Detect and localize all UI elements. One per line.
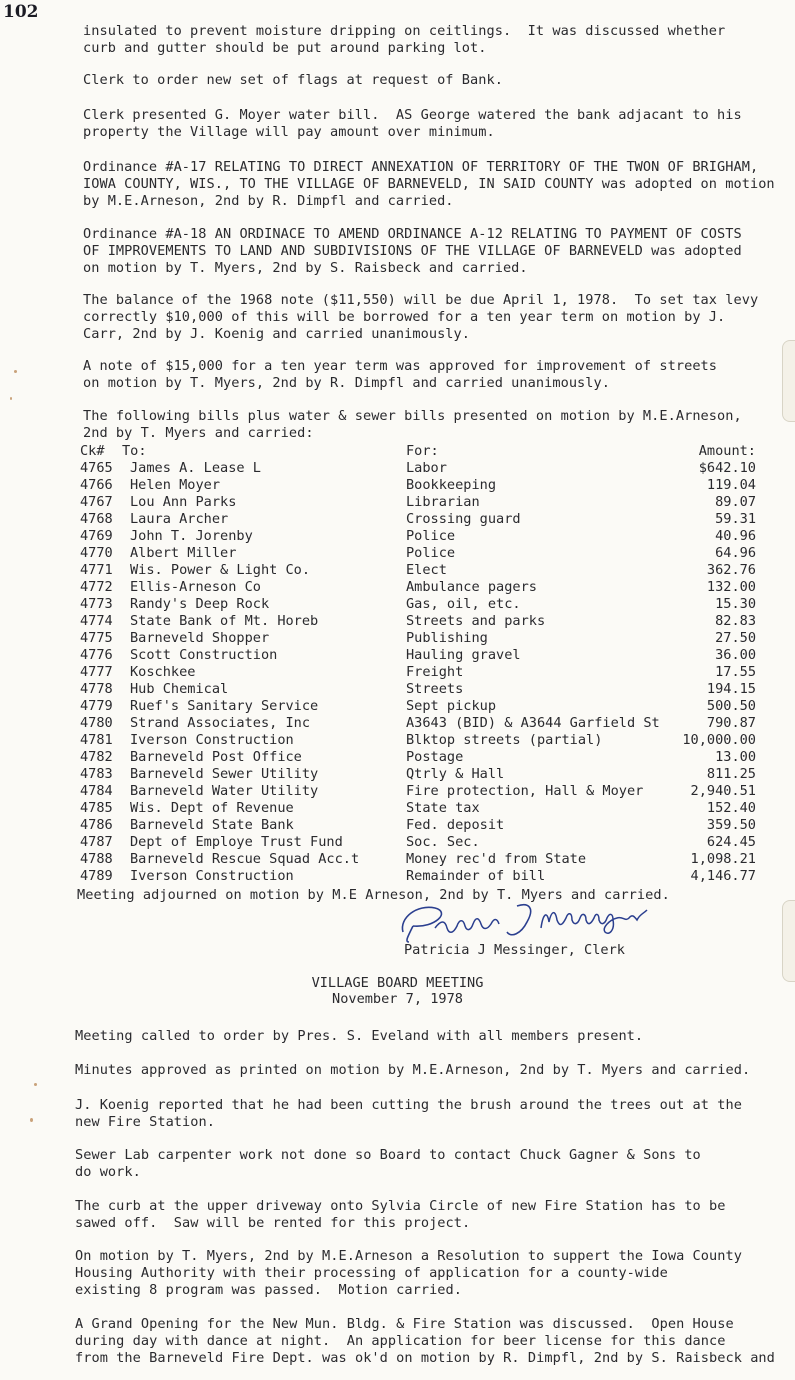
amount: 27.50 bbox=[715, 630, 756, 646]
paragraph: A note of $15,000 for a ten year term was approved for improvement of streets on motion by T. Myers, 2nd by R. Dimpfl and carried unanimously. bbox=[83, 358, 718, 391]
amount: 10,000.00 bbox=[682, 732, 756, 748]
amount: 17.55 bbox=[715, 664, 756, 680]
binder-tab bbox=[782, 340, 795, 422]
header-ck: Ck# bbox=[80, 443, 105, 459]
meeting-title: VILLAGE BOARD MEETING bbox=[311, 975, 484, 991]
table-row bbox=[80, 545, 780, 562]
amount: 152.40 bbox=[706, 800, 756, 816]
ck-number: 4788 bbox=[80, 851, 113, 867]
purpose: Money rec'd from State bbox=[406, 851, 587, 867]
adjourn-line: Meeting adjourned on motion by M.E Arneson, 2nd by T. Myers and carried. bbox=[77, 887, 670, 903]
table-row bbox=[80, 766, 780, 783]
paragraph: J. Koenig reported that he had been cutting the brush around the trees out at the new Fire Station. bbox=[75, 1097, 742, 1130]
ck-number: 4783 bbox=[80, 766, 113, 782]
paragraph: Minutes approved as printed on motion by M.E.Arneson, 2nd by T. Myers and carried. bbox=[75, 1062, 751, 1078]
paragraph: A Grand Opening for the New Mun. Bldg. & Fire Station was discussed. Open House during day with dance at night. An application for beer license for this dance from the Barneveld Fire Dept. was ok'd on motion by R. Dimpfl, 2nd by S. Raisbeck and bbox=[75, 1316, 775, 1366]
meeting-date: November 7, 1978 bbox=[332, 991, 463, 1007]
ck-number: 4776 bbox=[80, 647, 113, 663]
purpose: Hauling gravel bbox=[406, 647, 521, 663]
payee: Barneveld Rescue Squad Acc.t bbox=[130, 851, 360, 867]
paragraph: Ordinance #A-17 RELATING TO DIRECT ANNEXATION OF TERRITORY OF THE TWON OF BRIGHAM, IOWA COUNTY, WIS., TO THE VILLAGE OF BARNEVELD, IN SAID COUNTY was adopted on motion by M.E.Arneson, 2nd by R. Dimpfl and carried. bbox=[83, 159, 775, 209]
purpose: Librarian bbox=[406, 494, 480, 510]
ck-number: 4787 bbox=[80, 834, 113, 850]
amount: 64.96 bbox=[715, 545, 756, 561]
table-row bbox=[80, 698, 780, 715]
amount: 359.50 bbox=[706, 817, 756, 833]
table-row bbox=[80, 664, 780, 681]
payee: Wis. Dept of Revenue bbox=[130, 800, 294, 816]
payee: Barneveld Shopper bbox=[130, 630, 270, 646]
purpose: Crossing guard bbox=[406, 511, 521, 527]
payee: Helen Moyer bbox=[130, 477, 221, 493]
table-row bbox=[80, 528, 780, 545]
table-row bbox=[80, 630, 780, 647]
amount: 624.45 bbox=[706, 834, 756, 850]
payee: Koschkee bbox=[130, 664, 196, 680]
payee: State Bank of Mt. Horeb bbox=[130, 613, 319, 629]
purpose: Police bbox=[406, 528, 456, 544]
purpose: Labor bbox=[406, 460, 447, 476]
purpose: A3643 (BID) & A3644 Garfield St bbox=[406, 715, 660, 731]
purpose: Fire protection, Hall & Moyer bbox=[406, 783, 644, 799]
payee: Barneveld Post Office bbox=[130, 749, 302, 765]
ck-number: 4779 bbox=[80, 698, 113, 714]
ck-number: 4778 bbox=[80, 681, 113, 697]
header-to: To: bbox=[122, 443, 147, 459]
table-row bbox=[80, 817, 780, 834]
table-row bbox=[80, 783, 780, 800]
payee: Randy's Deep Rock bbox=[130, 596, 270, 612]
purpose: State tax bbox=[406, 800, 480, 816]
table-row bbox=[80, 868, 780, 885]
payee: Scott Construction bbox=[130, 647, 278, 663]
amount: $642.10 bbox=[698, 460, 756, 476]
ck-number: 4766 bbox=[80, 477, 113, 493]
table-row bbox=[80, 477, 780, 494]
purpose: Remainder of bill bbox=[406, 868, 546, 884]
purpose: Ambulance pagers bbox=[406, 579, 537, 595]
amount: 59.31 bbox=[715, 511, 756, 527]
table-row bbox=[80, 460, 780, 477]
payee: Laura Archer bbox=[130, 511, 229, 527]
payee: Barneveld State Bank bbox=[130, 817, 294, 833]
ck-number: 4782 bbox=[80, 749, 113, 765]
amount: 40.96 bbox=[715, 528, 756, 544]
signature bbox=[395, 898, 685, 946]
amount: 790.87 bbox=[706, 715, 756, 731]
table-row bbox=[80, 834, 780, 851]
payee: James A. Lease L bbox=[130, 460, 261, 476]
table-row bbox=[80, 579, 780, 596]
ck-number: 4769 bbox=[80, 528, 113, 544]
table-row bbox=[80, 681, 780, 698]
binder-tab bbox=[782, 900, 795, 982]
payee: Barneveld Sewer Utility bbox=[130, 766, 319, 782]
payee: Ruef's Sanitary Service bbox=[130, 698, 319, 714]
payee: Strand Associates, Inc bbox=[130, 715, 311, 731]
header-amount: Amount: bbox=[698, 443, 756, 459]
amount: 500.50 bbox=[706, 698, 756, 714]
amount: 119.04 bbox=[706, 477, 756, 493]
ck-number: 4785 bbox=[80, 800, 113, 816]
payee: John T. Jorenby bbox=[130, 528, 253, 544]
paragraph: On motion by T. Myers, 2nd by M.E.Arneson a Resolution to suppert the Iowa County Housing Authority with their processing of application for a county-wide existing 8 program was passed. Motion carried. bbox=[75, 1248, 742, 1298]
purpose: Bookkeeping bbox=[406, 477, 497, 493]
payee: Iverson Construction bbox=[130, 732, 294, 748]
payee: Lou Ann Parks bbox=[130, 494, 237, 510]
ck-number: 4767 bbox=[80, 494, 113, 510]
paper-speck bbox=[14, 370, 17, 373]
payee: Barneveld Water Utility bbox=[130, 783, 319, 799]
paragraph: The curb at the upper driveway onto Sylvia Circle of new Fire Station has to be sawed off. Saw will be rented for this project. bbox=[75, 1198, 726, 1231]
payee: Wis. Power & Light Co. bbox=[130, 562, 311, 578]
amount: 4,146.77 bbox=[690, 868, 756, 884]
ck-number: 4784 bbox=[80, 783, 113, 799]
amount: 362.76 bbox=[706, 562, 756, 578]
purpose: Freight bbox=[406, 664, 464, 680]
purpose: Postage bbox=[406, 749, 464, 765]
paragraph: Clerk presented G. Moyer water bill. AS George watered the bank adjacant to his property the Village will pay amount over minimum. bbox=[83, 107, 742, 140]
table-row bbox=[80, 613, 780, 630]
table-row bbox=[80, 596, 780, 613]
payee: Hub Chemical bbox=[130, 681, 229, 697]
purpose: Soc. Sec. bbox=[406, 834, 480, 850]
payee: Iverson Construction bbox=[130, 868, 294, 884]
table-row bbox=[80, 732, 780, 749]
purpose: Fed. deposit bbox=[406, 817, 505, 833]
table-row bbox=[80, 715, 780, 732]
paper-speck bbox=[10, 397, 12, 400]
ck-number: 4771 bbox=[80, 562, 113, 578]
amount: 36.00 bbox=[715, 647, 756, 663]
purpose: Sept pickup bbox=[406, 698, 497, 714]
amount: 194.15 bbox=[706, 681, 756, 697]
ck-number: 4781 bbox=[80, 732, 113, 748]
paragraph: Clerk to order new set of flags at request of Bank. bbox=[83, 72, 503, 88]
table-row bbox=[80, 562, 780, 579]
ck-number: 4780 bbox=[80, 715, 113, 731]
ck-number: 4768 bbox=[80, 511, 113, 527]
ck-number: 4772 bbox=[80, 579, 113, 595]
bills-table-header bbox=[80, 443, 780, 460]
paragraph: Sewer Lab carpenter work not done so Board to contact Chuck Gagner & Sons to do work. bbox=[75, 1147, 701, 1180]
paragraph: insulated to prevent moisture dripping on ceitlings. It was discussed whether curb and gutter should be put around parking lot. bbox=[83, 23, 726, 56]
amount: 13.00 bbox=[715, 749, 756, 765]
amount: 1,098.21 bbox=[690, 851, 756, 867]
header-for: For: bbox=[406, 443, 439, 459]
payee: Ellis-Arneson Co bbox=[130, 579, 261, 595]
ck-number: 4775 bbox=[80, 630, 113, 646]
purpose: Streets bbox=[406, 681, 464, 697]
purpose: Elect bbox=[406, 562, 447, 578]
ck-number: 4774 bbox=[80, 613, 113, 629]
amount: 15.30 bbox=[715, 596, 756, 612]
amount: 2,940.51 bbox=[690, 783, 756, 799]
purpose: Streets and parks bbox=[406, 613, 546, 629]
ck-number: 4777 bbox=[80, 664, 113, 680]
amount: 132.00 bbox=[706, 579, 756, 595]
table-row bbox=[80, 494, 780, 511]
table-row bbox=[80, 800, 780, 817]
purpose: Blktop streets (partial) bbox=[406, 732, 603, 748]
clerk-signature-line: Patricia J Messinger, Clerk bbox=[404, 942, 625, 958]
purpose: Police bbox=[406, 545, 456, 561]
paragraph: The following bills plus water & sewer bills presented on motion by M.E.Arneson, 2nd by T. Myers and carried: bbox=[83, 408, 742, 441]
ck-number: 4789 bbox=[80, 868, 113, 884]
table-row bbox=[80, 851, 780, 868]
purpose: Publishing bbox=[406, 630, 488, 646]
purpose: Gas, oil, etc. bbox=[406, 596, 521, 612]
table-row bbox=[80, 749, 780, 766]
amount: 89.07 bbox=[715, 494, 756, 510]
purpose: Qtrly & Hall bbox=[406, 766, 505, 782]
paragraph: Meeting called to order by Pres. S. Eveland with all members present. bbox=[75, 1028, 644, 1044]
table-row bbox=[80, 511, 780, 528]
payee: Dept of Employe Trust Fund bbox=[130, 834, 343, 850]
ck-number: 4770 bbox=[80, 545, 113, 561]
paper-speck bbox=[30, 1118, 33, 1122]
paper-speck bbox=[34, 1083, 37, 1086]
payee: Albert Miller bbox=[130, 545, 237, 561]
paragraph: The balance of the 1968 note ($11,550) will be due April 1, 1978. To set tax levy correctly $10,000 of this will be borrowed for a ten year term on motion by J. Carr, 2nd by J. Koenig and carried unanimously. bbox=[83, 292, 759, 342]
page-number: 102 bbox=[3, 2, 39, 22]
ck-number: 4786 bbox=[80, 817, 113, 833]
paragraph: Ordinance #A-18 AN ORDINACE TO AMEND ORDINANCE A-12 RELATING TO PAYMENT OF COSTS OF IMPROVEMENTS TO LAND AND SUBDIVISIONS OF THE VILLAGE OF BARNEVELD was adopted on motion by T. Myers, 2nd by S. Raisbeck and carried. bbox=[83, 226, 742, 276]
ck-number: 4773 bbox=[80, 596, 113, 612]
table-row bbox=[80, 647, 780, 664]
amount: 82.83 bbox=[715, 613, 756, 629]
amount: 811.25 bbox=[706, 766, 756, 782]
ck-number: 4765 bbox=[80, 460, 113, 476]
